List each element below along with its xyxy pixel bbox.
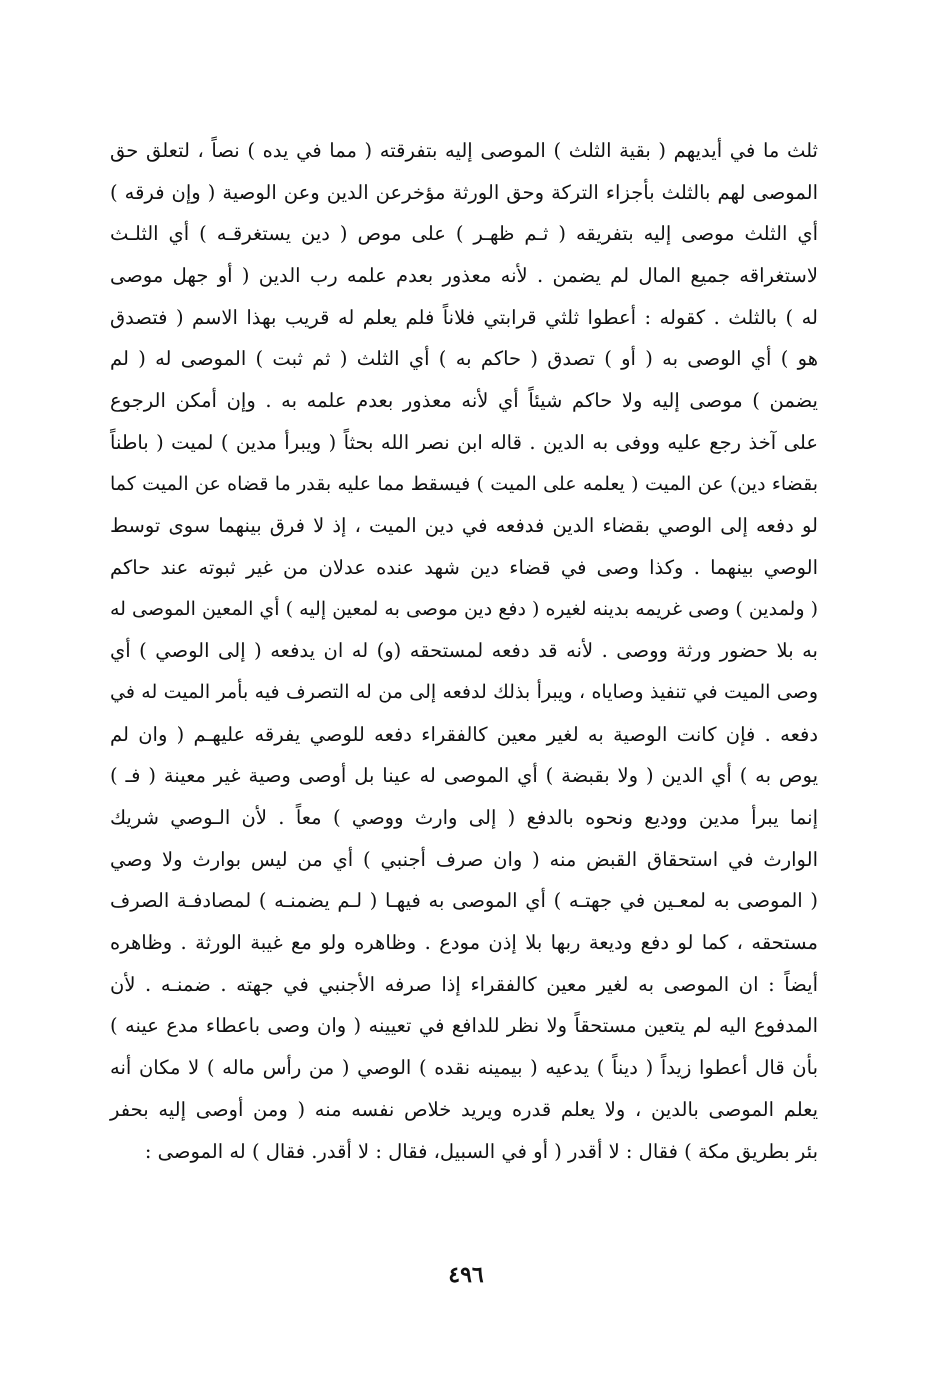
text-line: دفعه . فإن كانت الوصية به لغير معين كالفقراء دفعه للوصي يفرقه عليهـم ( وان لم (110, 722, 818, 746)
page-number: ٤٩٦ (448, 1262, 484, 1288)
text-line: يضمن ) موصى إليه ولا حاكم شيئاً أي لأنه معذور بعدم علمه به . وإن أمكن الرجوع (110, 389, 818, 413)
text-line: بقضاء دين) عن الميت ( يعلمه على الميت ) فيسقط مما عليه بقدر ما قضاه عن الميت كما (110, 472, 818, 495)
text-line: المدفوع اليه لم يتعين مستحقاً ولا نظر للدافع في تعيينه ( وان وصى باعطاء مدع عينه ) (110, 1014, 818, 1038)
text-line: بئر بطريق مكة ) فقال : لا أقدر ( أو في السبيل، فقال : لا أقدر. فقال ) له الموصى : (144, 1139, 818, 1163)
text-line: له ) بالثلث . كقوله : أعطوا ثلثي قرابتي فلاناً فلم يعلم له قريب بهذا الاسم ( فتصدق (110, 305, 818, 329)
text-line: يوص به ) أي الدين ( ولا بقبضة ) أي الموصى له عينا بل أوصى وصية غير معينة ( فـ ) (110, 764, 818, 788)
text-line: به بلا حضور ورثة ووصى . لأنه قد دفعه لمستحقه (و) له ان يدفعه ( إلى الوصي ) أي (110, 639, 818, 663)
text-line: على آخذ رجع عليه ووفى به الدين . قاله ابن نصر الله بحثاً ( ويبرأ مدين ) لميت ( باطناً (110, 430, 818, 454)
text-line: ثلث ما في أيديهم ( بقية الثلث ) الموصى إليه بتفرقته ( مما في يده ) نصاً ، لتعلق حق (110, 139, 818, 162)
text-line: الموصى لهم بالثلث بأجزاء التركة وحق الورثة مؤخرعن الدين وعن الوصية ( وإن فرقه ) (110, 180, 818, 204)
text-line: هو ) أي الوصى به ( أو ) تصدق ( حاكم به ) أي الثلث ( ثم ثبت ) الموصى له ( لم (110, 347, 818, 371)
text-line: بأن قال أعطوا زيداً ( ديناً ) يدعيه ( بيمينه نقده ) الوصي ( من رأس ماله ) لا مكان أنه (110, 1056, 818, 1080)
body-text (110, 130, 818, 1172)
text-line: أيضاً : ان الموصى به لغير معين كالفقراء إذا صرفه الأجنبي في جهته . ضمنـه . لأن (110, 972, 818, 996)
text-line: لو دفعه إلى الوصي بقضاء الدين فدفعه في دين الميت ، إذ لا فرق بينهما سوى توسط (110, 514, 818, 538)
text-line: الوارث في استحقاق القبض منه ( وان صرف أجنبي ) أي من ليس بوارث ولا وصي (110, 847, 818, 871)
text-line: ( الموصى به لمعـين في جهتـه ) أي الموصى به فيهـا ( لـم يضمنـه ) لمصادفـة الصرف (110, 889, 818, 913)
text-line: يعلم الموصى بالدين ، ولا يعلم قدره ويريد خلاص نفسه منه ( ومن أوصى إليه بحفر (110, 1097, 818, 1121)
text-line: مستحقه ، كما لو دفع وديعة ربها بلا إذن مودع . وظاهره ولو مع غيبة الورثة . وظاهره (110, 931, 818, 955)
text-line: الوصي بينهما . وكذا وصى في قضاء دين شهد عنده عدلان من غير ثبوته عند حاكم (110, 555, 818, 579)
text-line: أي الثلث موصى إليه بتفريقه ( ثـم ظهـر ) على موص ( دين يستغرقـه ) أي الثلـث (110, 222, 818, 246)
text-line: ( ولمدين ) وصى غريمه بدينه لغيره ( دفع دين موصى به لمعين إليه ) أي المعين الموصى له (110, 597, 818, 620)
text-line: لاستغراقه جميع المال لم يضمن . لأنه معذور بعدم علمه رب الدين ( أو جهل موصى (110, 264, 818, 288)
text-line: إنما يبرأ مدين ووديع ونحوه بالدفع ( إلى وارث ووصي ) معاً . لأن الـوصي شريك (110, 806, 818, 829)
text-line: وصى الميت في تنفيذ وصاياه ، ويبرأ بذلك لدفعه إلى من له التصرف فيه بأمر الميت له في (110, 680, 818, 703)
